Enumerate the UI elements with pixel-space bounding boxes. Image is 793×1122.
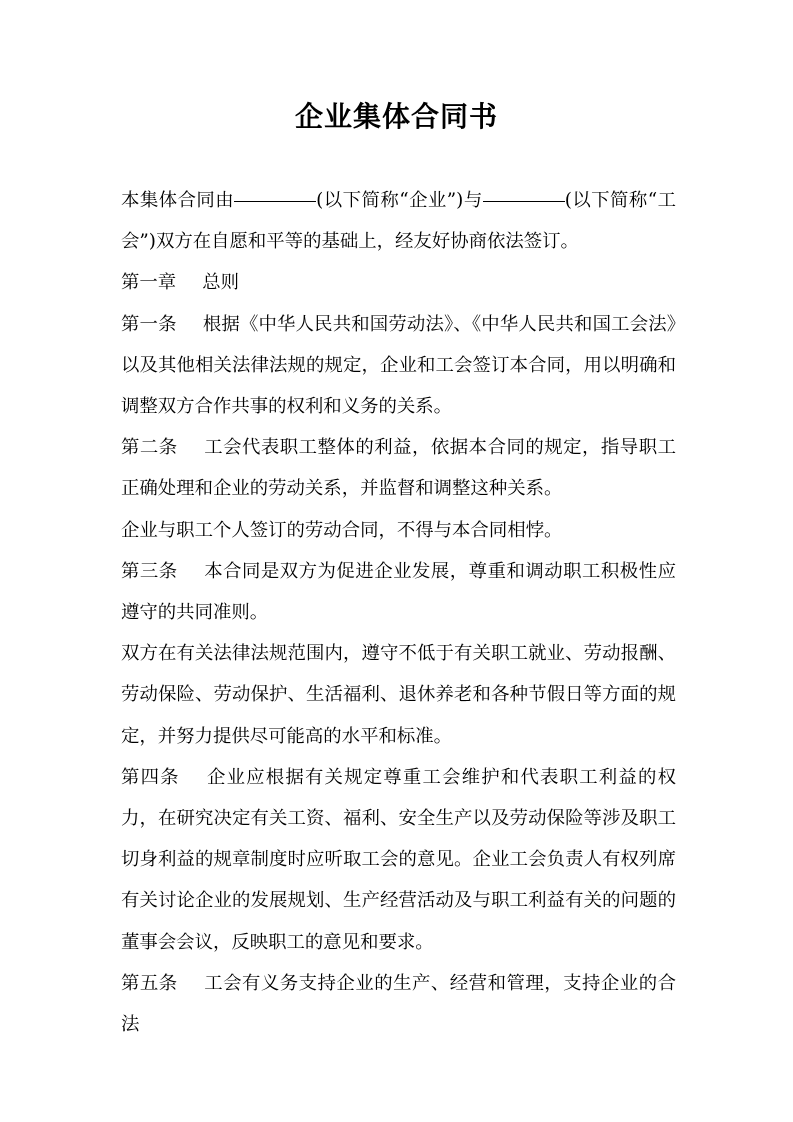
- article-2-label: 第二条: [121, 437, 178, 459]
- article-5: [121, 963, 676, 1045]
- article-2: [121, 427, 676, 509]
- article-4: [121, 757, 676, 963]
- article-5-label: 第五条: [121, 972, 178, 994]
- document-body: [121, 180, 676, 1045]
- article-2-text: 工会代表职工整体的利益，依据本合同的规定，指导职工正确处理和企业的劳动关系，并监督和调整这种关系。: [121, 437, 676, 500]
- article-1: [121, 304, 676, 428]
- article-2-paragraph-2: 企业与职工个人签订的劳动合同，不得与本合同相悖。: [121, 519, 563, 541]
- intro-text-1: 本集体合同由: [121, 190, 235, 211]
- chapter-label: 第一章: [121, 272, 177, 294]
- intro-paragraph: [121, 180, 676, 262]
- article-5-text: 工会有义务支持企业的生产、经营和管理，支持企业的合法: [121, 972, 676, 1036]
- article-1-label: 第一条: [121, 313, 177, 335]
- article-3-label: 第三条: [121, 560, 178, 582]
- article-1-text: 根据《中华人民共和国劳动法》、《中华人民共和国工会法》以及其他相关法律法规的规定，企业和工会签订本合同，用以明确和调整双方合作共事的权利和义务的关系。: [121, 313, 676, 418]
- intro-text-2: (以下简称“企业”)与: [316, 190, 483, 211]
- chapter-name: 总则: [202, 272, 239, 294]
- document-title: 企业集体合同书: [294, 100, 498, 133]
- article-3-paragraph-2: 双方在有关法律法规范围内，遵守不低于有关职工就业、劳动报酬、劳动保险、劳动保护、生活福利、退休养老和各种节假日等方面的规定，并努力提供尽可能高的水平和标准。: [121, 643, 676, 747]
- article-4-label: 第四条: [121, 766, 180, 788]
- blank-line-union: [483, 200, 565, 202]
- article-3-text: 本合同是双方为促进企业发展，尊重和调动职工积极性应遵守的共同准则。: [121, 560, 676, 624]
- intro-text-3: (以下简称“工会”)双方在自愿和平等的基础上，经友好协商依法签订。: [121, 190, 677, 253]
- blank-line-enterprise: [234, 200, 316, 202]
- article-4-text: 企业应根据有关规定尊重工会维护和代表职工利益的权力，在研究决定有关工资、福利、安全生产以及劳动保险等涉及职工切身利益的规章制度时应听取工会的意见。企业工会负责人有权列席有关讨论企业的发展规划、生产经营活动及与职工利益有关的问题的董事会会议，反映职工的意见和要求。: [121, 766, 676, 953]
- article-3: [121, 551, 676, 633]
- chapter-heading: [121, 262, 676, 303]
